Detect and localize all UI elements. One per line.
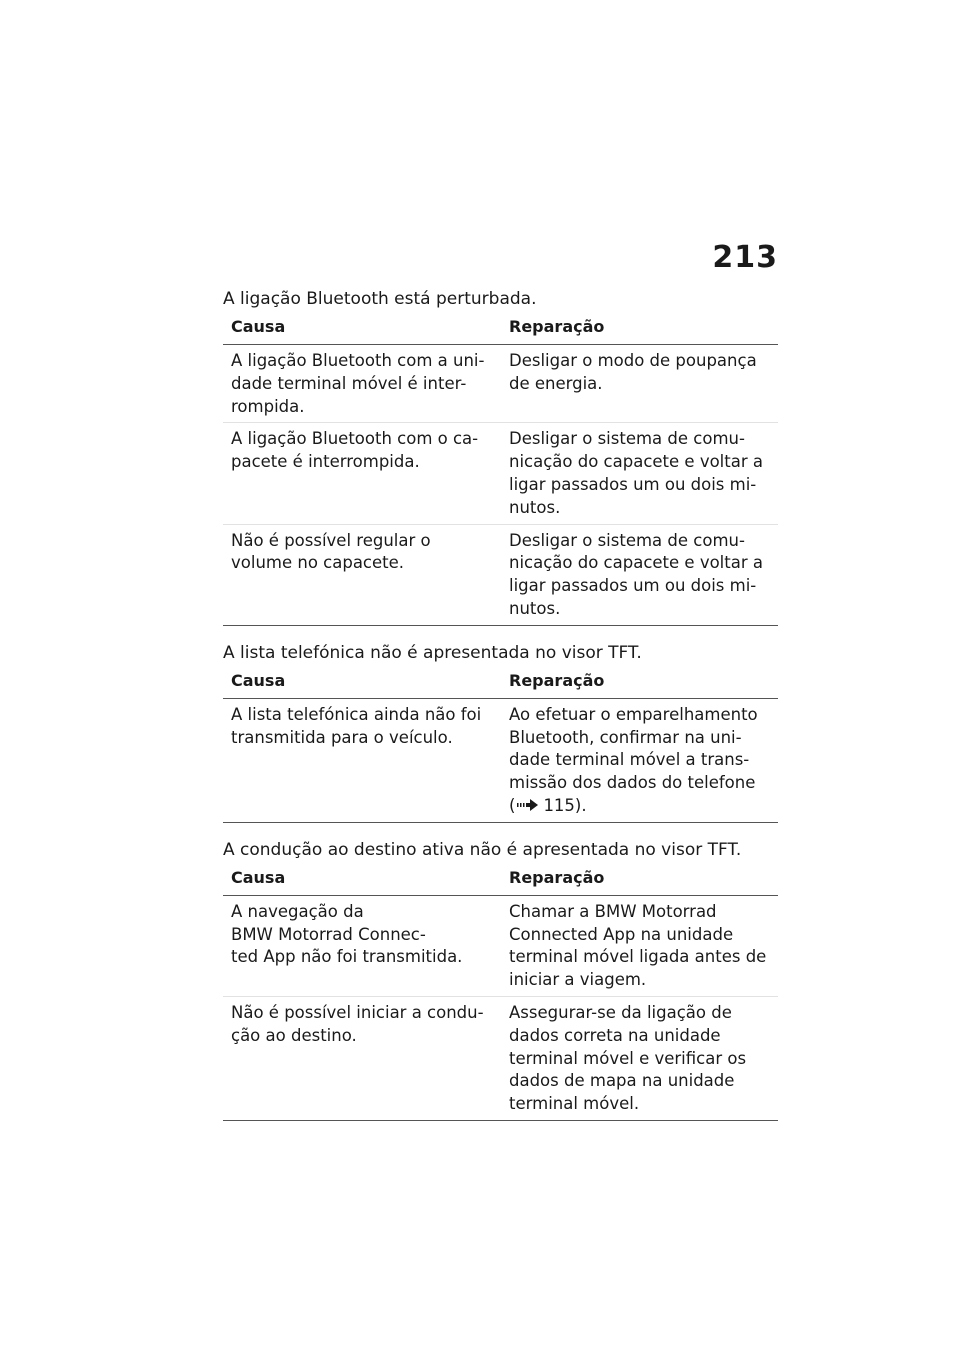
text-line: terminal móvel e verificar os xyxy=(509,1048,747,1068)
text-line: ção ao destino. xyxy=(231,1025,357,1045)
section-title: A ligação Bluetooth está perturbada. xyxy=(223,289,537,309)
troubleshooting-table xyxy=(223,316,778,626)
cause-cell xyxy=(223,423,501,524)
cause-cell xyxy=(223,895,501,996)
repair-column-header: Reparação xyxy=(501,867,778,896)
section-title: A lista telefónica não é apresentada no visor TFT. xyxy=(223,642,642,663)
text-line: nicação do capacete e voltar a xyxy=(509,553,763,573)
text-line: de energia. xyxy=(509,373,603,393)
troubleshooting-table xyxy=(223,670,778,823)
text-line: missão dos dados do telefone xyxy=(509,773,756,793)
table-row xyxy=(223,698,778,822)
text-line: Desligar o sistema de comu- xyxy=(509,530,745,550)
table-row xyxy=(223,345,778,423)
cause-cell xyxy=(223,345,501,423)
text-line: Bluetooth, confirmar na uni- xyxy=(509,727,742,747)
table-header-row xyxy=(223,670,778,699)
table-header-row xyxy=(223,867,778,896)
text-line: Desligar o sistema de comu- xyxy=(509,429,745,449)
text-line: Connected App na unidade xyxy=(509,924,734,944)
text-line: A ligação Bluetooth com o ca- xyxy=(231,429,479,449)
repair-column-header: Reparação xyxy=(501,670,778,699)
repair-cell xyxy=(501,524,778,625)
troubleshooting-table xyxy=(223,867,778,1121)
section-title: A condução ao destino ativa não é apresentada no visor TFT. xyxy=(223,839,742,860)
repair-cell xyxy=(501,698,778,822)
text-line: Desligar o modo de poupança xyxy=(509,351,757,370)
repair-cell xyxy=(501,345,778,423)
table-row xyxy=(223,524,778,625)
text-line: Não é possível iniciar a condu- xyxy=(231,1002,484,1022)
text-line: ligar passados um ou dois mi- xyxy=(509,474,757,494)
troubleshooting-content xyxy=(223,288,778,1137)
repair-cell xyxy=(501,996,778,1120)
text-line: nutos. xyxy=(509,598,561,618)
text-line: A navegação da xyxy=(231,901,364,921)
repair-column-header: Reparação xyxy=(501,316,778,345)
text-line: pacete é interrompida. xyxy=(231,452,420,472)
table-row xyxy=(223,423,778,524)
page-reference[interactable] xyxy=(509,795,770,818)
table-row xyxy=(223,895,778,996)
section-bluetooth-disturbed xyxy=(223,288,778,626)
section-route-guidance-not-shown xyxy=(223,839,778,1121)
text-line: dade terminal móvel é inter- xyxy=(231,373,467,393)
cause-column-header: Causa xyxy=(223,316,501,345)
text-line: ted App não foi transmitida. xyxy=(231,947,463,967)
page-number: 213 xyxy=(712,240,778,275)
cause-cell xyxy=(223,698,501,822)
repair-cell xyxy=(501,423,778,524)
table-row xyxy=(223,996,778,1120)
text-line: Ao efetuar o emparelhamento xyxy=(509,704,758,724)
text-line: A lista telefónica ainda não foi xyxy=(231,704,482,724)
text-line: iniciar a viagem. xyxy=(509,970,647,990)
text-line: terminal móvel. xyxy=(509,1094,640,1114)
ref-open-paren: ( xyxy=(509,795,516,815)
text-line: ligar passados um ou dois mi- xyxy=(509,576,757,596)
text-line: BMW Motorrad Connec- xyxy=(231,924,426,944)
table-header-row xyxy=(223,316,778,345)
cause-cell xyxy=(223,996,501,1120)
section-phonebook-not-shown xyxy=(223,642,778,823)
cause-column-header: Causa xyxy=(223,867,501,896)
text-line: dados correta na unidade xyxy=(509,1025,721,1045)
page-reference-arrow-icon xyxy=(517,799,539,811)
ref-page-number: 115). xyxy=(543,795,587,815)
text-line: A ligação Bluetooth com a uni- xyxy=(231,351,485,370)
text-line: terminal móvel ligada antes de xyxy=(509,947,767,967)
text-line: dados de mapa na unidade xyxy=(509,1071,735,1091)
cause-cell xyxy=(223,524,501,625)
text-line: nicação do capacete e voltar a xyxy=(509,452,763,472)
text-line: nutos. xyxy=(509,497,561,517)
text-line: volume no capacete. xyxy=(231,553,405,573)
text-line: Não é possível regular o xyxy=(231,530,431,550)
text-line: rompida. xyxy=(231,396,305,416)
repair-cell xyxy=(501,895,778,996)
text-line: dade terminal móvel a trans- xyxy=(509,750,750,770)
cause-column-header: Causa xyxy=(223,670,501,699)
text-line: Assegurar-se da ligação de xyxy=(509,1002,732,1022)
text-line: transmitida para o veículo. xyxy=(231,727,453,747)
text-line: Chamar a BMW Motorrad xyxy=(509,901,717,921)
